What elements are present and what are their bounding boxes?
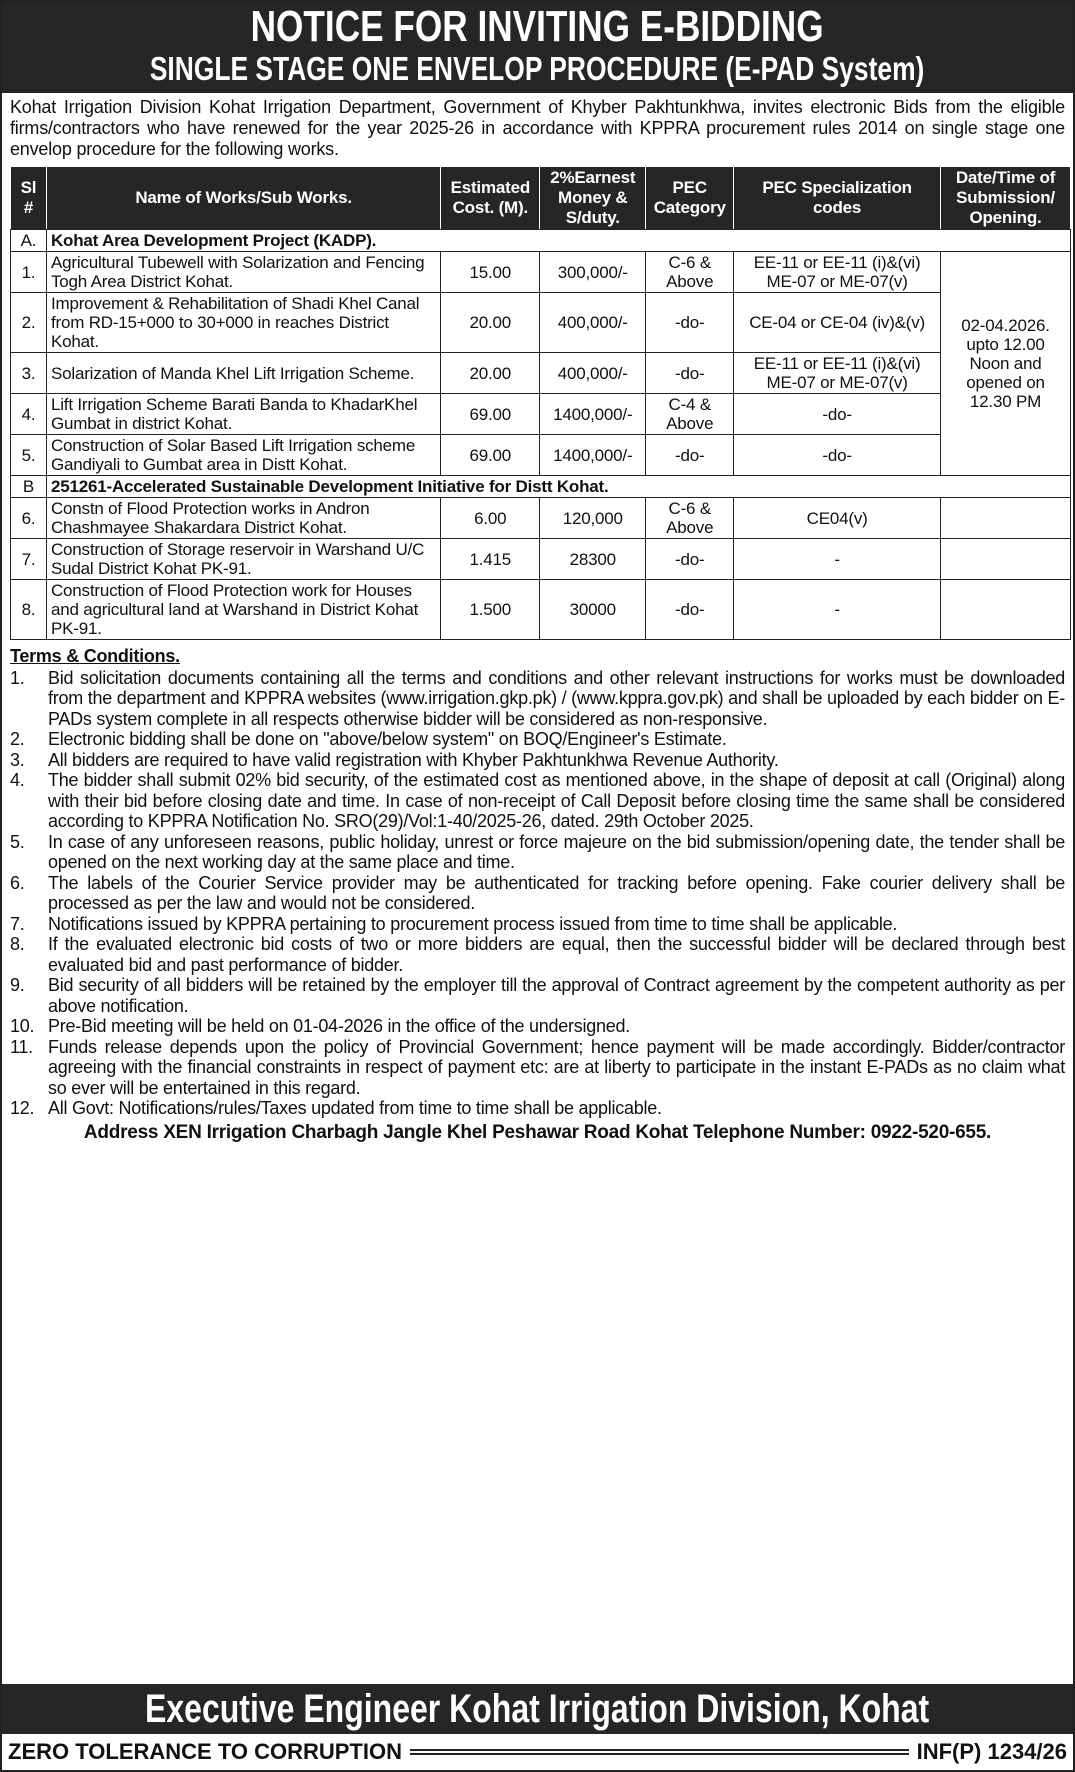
term-item xyxy=(10,873,1065,914)
section-title: Kohat Area Development Project (KADP). xyxy=(46,230,1070,252)
earnest-money: 30000 xyxy=(540,580,646,640)
term-text: Funds release depends upon the policy of Provincial Government; hence payment will be made accordingly. Bidder/contractor agreeing with the financial constraints in respect of payment etc: are at liberty to participate in the instant E-PADs as no claim what so ever will be entertained in this regard. xyxy=(48,1036,1065,1098)
section-row xyxy=(11,230,1071,252)
term-item xyxy=(10,1098,1065,1119)
serial-number: 6. xyxy=(11,498,47,539)
table-row xyxy=(11,539,1071,580)
term-text: Pre-Bid meeting will be held on 01-04-2026 in the office of the undersigned. xyxy=(48,1016,631,1036)
pec-codes: -do- xyxy=(734,394,941,435)
pec-category: -do- xyxy=(646,353,734,394)
notice-title: NOTICE FOR INVITING E-BIDDING xyxy=(250,2,824,51)
term-number: 10. xyxy=(10,1016,35,1036)
notice-subtitle: SINGLE STAGE ONE ENVELOP PROCEDURE (E-PAD System) xyxy=(150,50,925,87)
term-text: Electronic bidding shall be done on "above/below system" on BOQ/Engineer's Estimate. xyxy=(48,729,727,749)
term-number: 5. xyxy=(10,831,25,852)
term-number: 2. xyxy=(10,729,25,749)
section-code: A. xyxy=(11,230,47,252)
footer-strip xyxy=(2,1736,1073,1768)
pec-codes: EE-11 or EE-11 (i)&(vi) ME-07 or ME-07(v) xyxy=(734,353,941,394)
intro-paragraph: Kohat Irrigation Division Kohat Irrigation Department, Government of Khyber Pakhtunkhwa, invites electronic Bids from the eligible firms/contractors who have renewed for the year 2025-26 in accordance with KPPRA procurement rules 2014 on single stage one envelop procedure for the following works. xyxy=(10,97,1065,159)
pec-codes: - xyxy=(734,580,941,640)
term-item xyxy=(10,914,1065,935)
term-number: 4. xyxy=(10,770,25,790)
term-item xyxy=(10,668,1065,730)
column-header: Name of Works/Sub Works. xyxy=(46,167,440,230)
term-number: 3. xyxy=(10,749,25,770)
earnest-money: 400,000/- xyxy=(540,293,646,353)
table-row xyxy=(11,293,1071,353)
signatory-banner xyxy=(2,1684,1073,1734)
term-text: Bid security of all bidders will be retained by the employer till the approval of Contract agreement by the competent authority as per above notification. xyxy=(48,975,1065,1016)
signatory: Executive Engineer Kohat Irrigation Division, Kohat xyxy=(145,1687,930,1731)
term-text: Notifications issued by KPPRA pertaining to procurement process issued from time to time shall be applicable. xyxy=(48,913,898,934)
term-text: In case of any unforeseen reasons, public holiday, unrest or force majeure on the bid submission/opening date, the tender shall be opened on the next working day at the same place and time. xyxy=(48,831,1065,872)
estimated-cost: 20.00 xyxy=(441,293,540,353)
reference-number: INF(P) 1234/26 xyxy=(916,1739,1067,1764)
term-text: All Govt: Notifications/rules/Taxes updated from time to time shall be applicable. xyxy=(48,1098,662,1118)
term-number: 7. xyxy=(10,913,25,934)
term-text: If the evaluated electronic bid costs of two or more bidders are equal, then the successful bidder will be declared through best evaluated bid and past performance of bidder. xyxy=(48,934,1065,975)
term-item xyxy=(10,750,1065,771)
term-number: 1. xyxy=(10,667,25,688)
work-name: Agricultural Tubewell with Solarization and Fencing Togh Area District Kohat. xyxy=(46,252,440,293)
pec-category: C-6 & Above xyxy=(646,498,734,539)
term-item xyxy=(10,832,1065,873)
pec-category: -do- xyxy=(646,435,734,476)
estimated-cost: 69.00 xyxy=(441,435,540,476)
serial-number: 7. xyxy=(11,539,47,580)
pec-codes: -do- xyxy=(734,435,941,476)
term-item xyxy=(10,1016,1065,1037)
estimated-cost: 20.00 xyxy=(441,353,540,394)
serial-number: 8. xyxy=(11,580,47,640)
submission-date-empty xyxy=(941,539,1071,580)
pec-category: C-4 & Above xyxy=(646,394,734,435)
term-text: Bid solicitation documents containing all the terms and conditions and other relevant instructions for works must be downloaded from the department and KPPRA websites (www.irrigation.gkp.pk) / (www.kppra.gov.pk) and shall be uploaded by each bidder on E-PADs system complete in all respects otherwise bidder will be considered as non-responsive. xyxy=(48,667,1065,729)
work-name: Improvement & Rehabilitation of Shadi Khel Canal from RD-15+000 to 30+000 in reaches District Kohat. xyxy=(46,293,440,353)
estimated-cost: 69.00 xyxy=(441,394,540,435)
serial-number: 5. xyxy=(11,435,47,476)
earnest-money: 1400,000/- xyxy=(540,435,646,476)
section-code: B xyxy=(11,476,47,498)
table-row xyxy=(11,580,1071,640)
estimated-cost: 6.00 xyxy=(441,498,540,539)
term-number: 6. xyxy=(10,872,25,893)
column-header: 2%Earnest Money & S/duty. xyxy=(540,167,646,230)
earnest-money: 28300 xyxy=(540,539,646,580)
submission-date-empty xyxy=(941,498,1071,539)
estimated-cost: 1.415 xyxy=(441,539,540,580)
pec-codes: CE-04 or CE-04 (iv)&(v) xyxy=(734,293,941,353)
table-row xyxy=(11,353,1071,394)
work-name: Construction of Flood Protection work for Houses and agricultural land at Warshand in District Kohat PK-91. xyxy=(46,580,440,640)
serial-number: 4. xyxy=(11,394,47,435)
work-name: Construction of Storage reservoir in Warshand U/C Sudal District Kohat PK-91. xyxy=(46,539,440,580)
earnest-money: 300,000/- xyxy=(540,252,646,293)
term-item xyxy=(10,975,1065,1016)
term-text: All bidders are required to have valid registration with Khyber Pakhtunkhwa Revenue Authority. xyxy=(48,749,779,770)
term-item xyxy=(10,729,1065,750)
column-header: PEC Category xyxy=(646,167,734,230)
section-title: 251261-Accelerated Sustainable Development Initiative for Distt Kohat. xyxy=(46,476,1070,498)
table-row xyxy=(11,435,1071,476)
submission-date-empty xyxy=(941,580,1071,640)
term-number: 12. xyxy=(10,1098,35,1118)
estimated-cost: 15.00 xyxy=(441,252,540,293)
pec-category: -do- xyxy=(646,580,734,640)
submission-date: 02-04.2026. upto 12.00 Noon and opened on 12.30 PM xyxy=(941,252,1071,476)
pec-codes: EE-11 or EE-11 (i)&(vi) ME-07 or ME-07(v) xyxy=(734,252,941,293)
title-banner xyxy=(2,2,1073,93)
works-table xyxy=(10,166,1071,640)
slogan: ZERO TOLERANCE TO CORRUPTION xyxy=(8,1739,402,1764)
section-row xyxy=(11,476,1071,498)
work-name: Solarization of Manda Khel Lift Irrigation Scheme. xyxy=(46,353,440,394)
pec-codes: CE04(v) xyxy=(734,498,941,539)
term-text: The bidder shall submit 02% bid security, of the estimated cost as mentioned above, in the shape of deposit at call (Original) along with their bid before closing date and time. In case of non-receipt of Call Deposit before closing time the same shall be considered according to KPPRA Notification No. SRO(29)/Vol:1-40/2025-26, dated. 29th October 2025. xyxy=(48,770,1065,831)
work-name: Constn of Flood Protection works in Andron Chashmayee Shakardara District Kohat. xyxy=(46,498,440,539)
earnest-money: 400,000/- xyxy=(540,353,646,394)
address: Address XEN Irrigation Charbagh Jangle Khel Peshawar Road Kohat Telephone Number: 0922-520-655. xyxy=(83,1121,992,1143)
terms-section xyxy=(2,640,1073,1143)
earnest-money: 1400,000/- xyxy=(540,394,646,435)
table-row xyxy=(11,252,1071,293)
term-text: The labels of the Courier Service provider may be authenticated for tracking before opening. Fake courier delivery shall be processed as per the law and would not be considered. xyxy=(48,872,1065,913)
serial-number: 2. xyxy=(11,293,47,353)
term-item xyxy=(10,934,1065,975)
pec-category: C-6 & Above xyxy=(646,252,734,293)
pec-codes: - xyxy=(734,539,941,580)
table-row xyxy=(11,394,1071,435)
column-header: Sl # xyxy=(11,167,47,230)
column-header: Date/Time of Submission/ Opening. xyxy=(941,167,1071,230)
serial-number: 1. xyxy=(11,252,47,293)
terms-heading: Terms & Conditions. xyxy=(10,646,180,666)
term-item xyxy=(10,770,1065,832)
estimated-cost: 1.500 xyxy=(441,580,540,640)
pec-category: -do- xyxy=(646,539,734,580)
term-number: 9. xyxy=(10,975,25,995)
earnest-money: 120,000 xyxy=(540,498,646,539)
term-number: 8. xyxy=(10,934,25,954)
term-item xyxy=(10,1037,1065,1099)
pec-category: -do- xyxy=(646,293,734,353)
work-name: Lift Irrigation Scheme Barati Banda to KhadarKhel Gumbat in district Kohat. xyxy=(46,394,440,435)
column-header: Estimated Cost. (M). xyxy=(441,167,540,230)
divider-line xyxy=(410,1749,909,1755)
work-name: Construction of Solar Based Lift Irrigation scheme Gandiyali to Gumbat area in Distt Kohat. xyxy=(46,435,440,476)
table-row xyxy=(11,498,1071,539)
term-number: 11. xyxy=(10,1036,33,1057)
serial-number: 3. xyxy=(11,353,47,394)
column-header: PEC Specialization codes xyxy=(734,167,941,230)
